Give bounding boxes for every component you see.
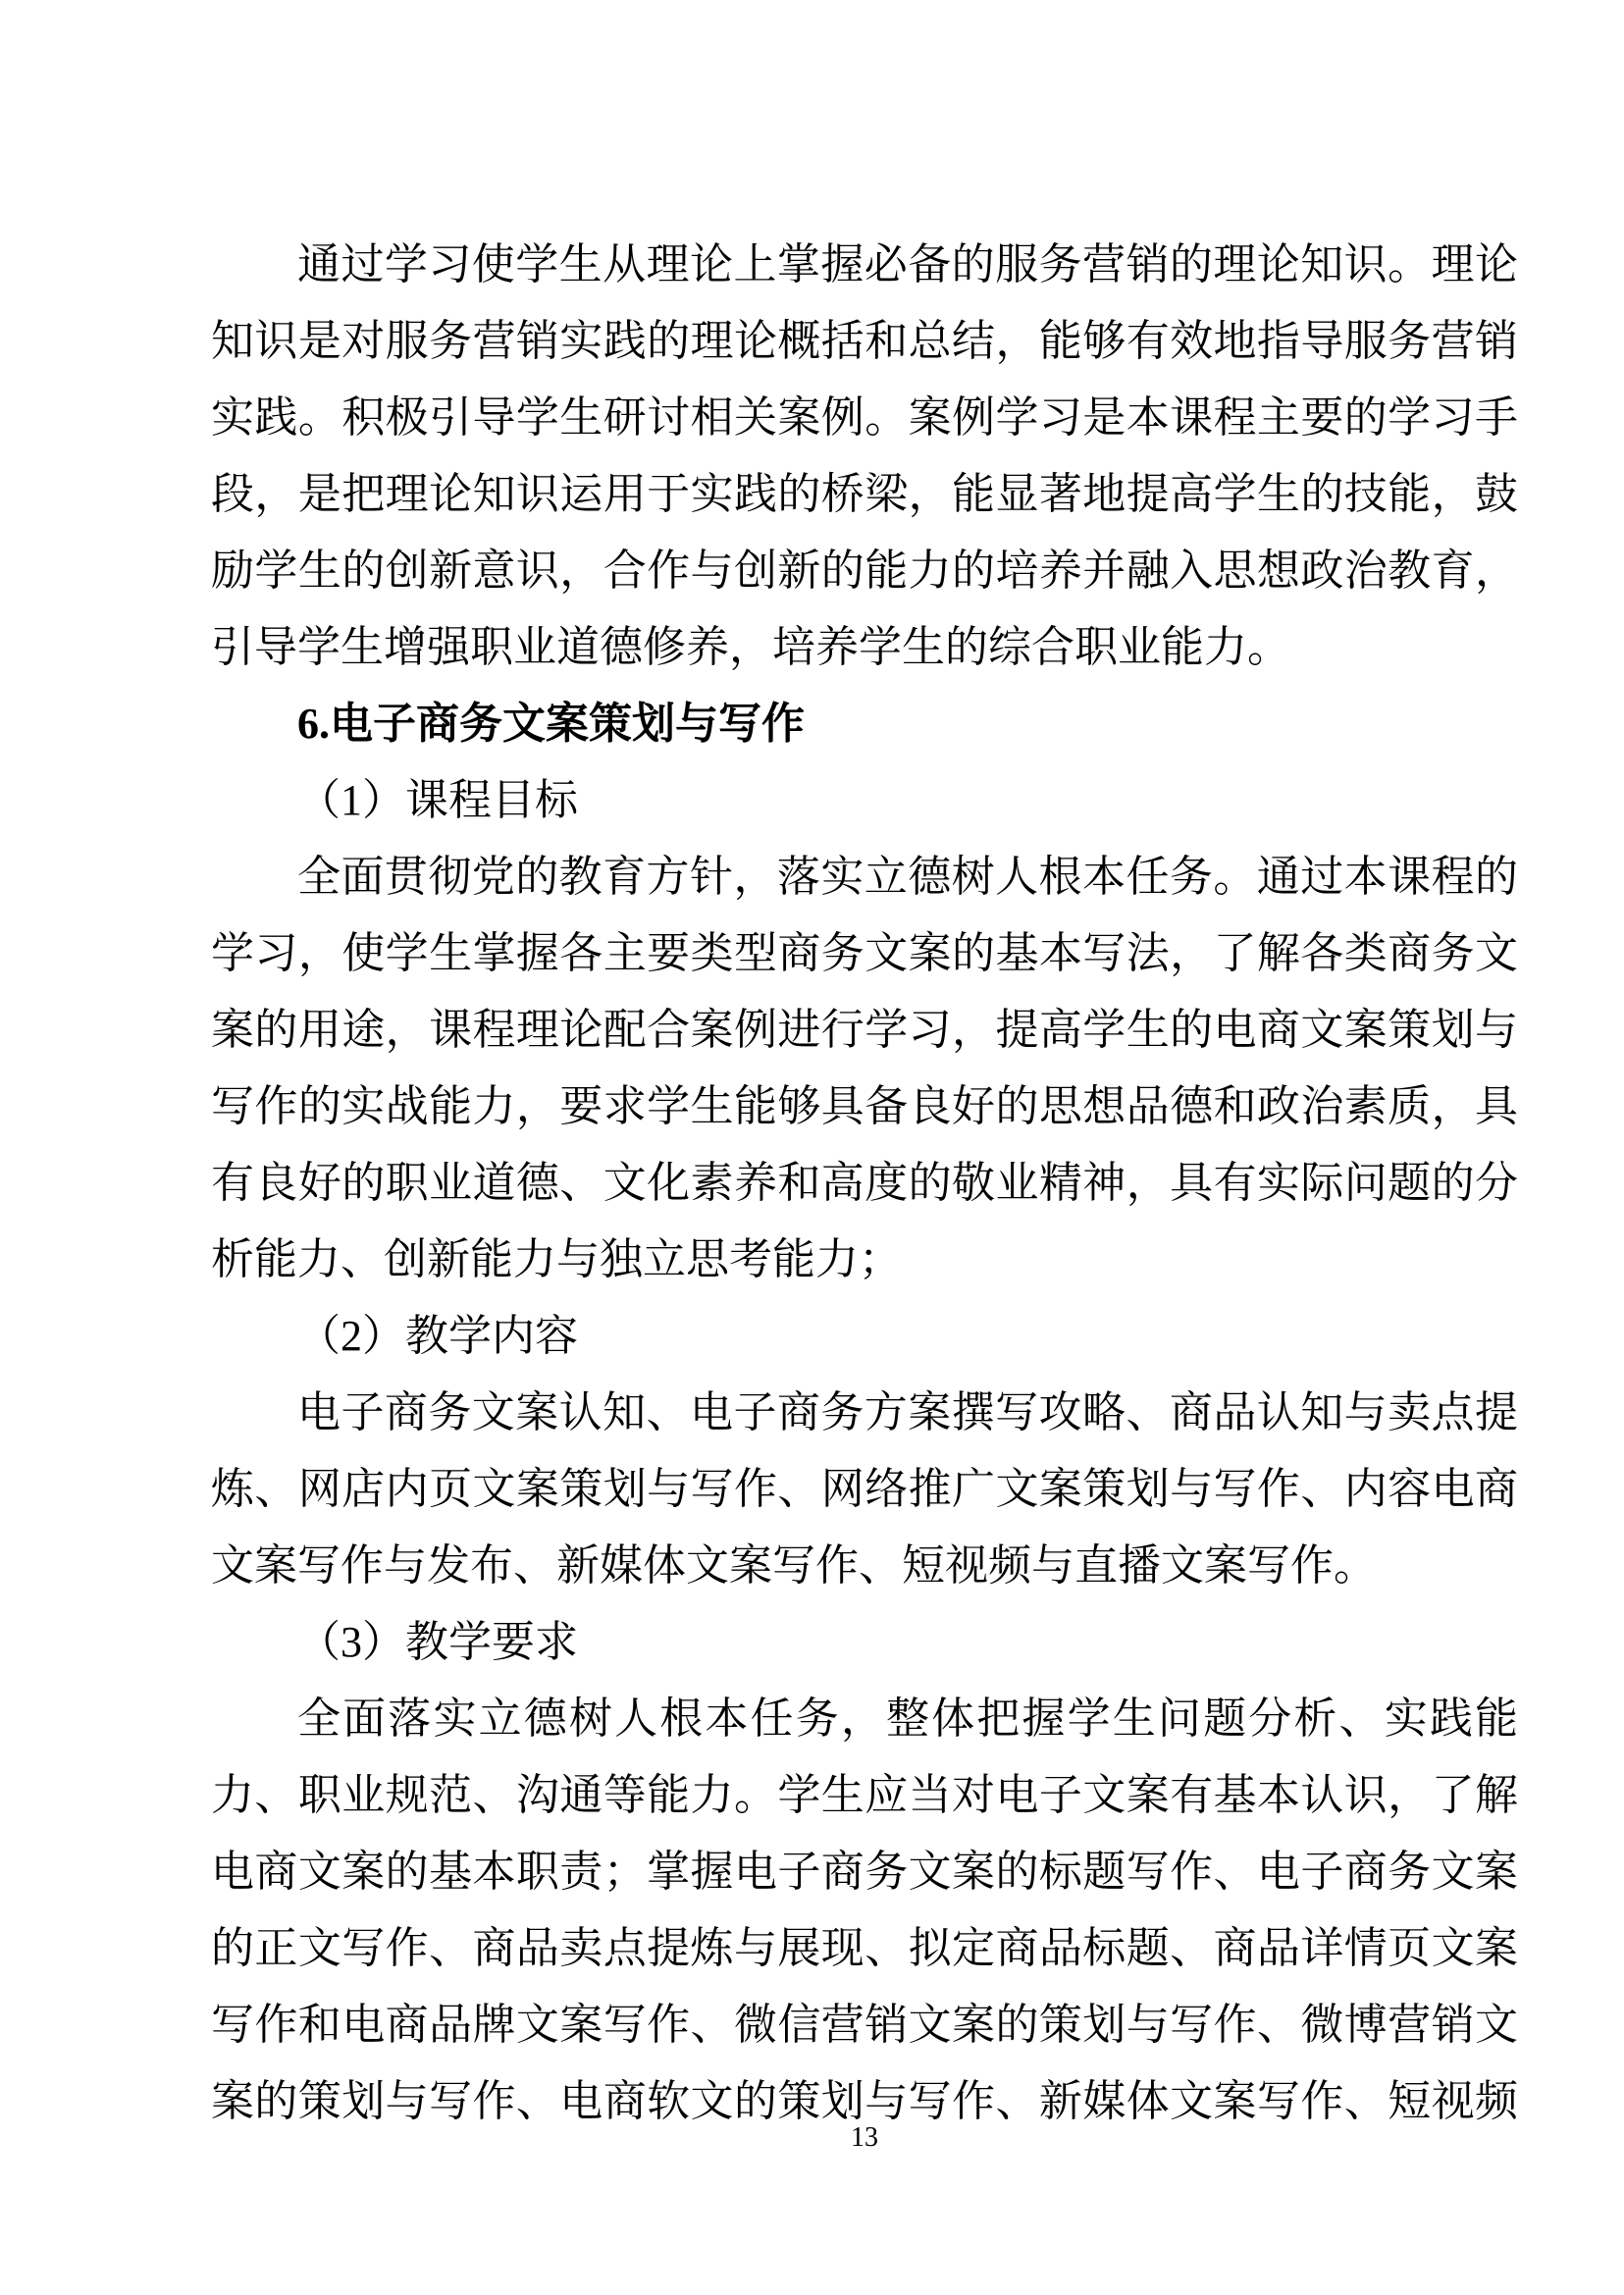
paragraph-line: 全面落实立德树人根本任务，整体把握学生问题分析、实践能 [297, 1695, 1518, 1743]
paragraph-line: 炼、网店内页文案策划与写作、网络推广文案策划与写作、内容电商 [211, 1465, 1518, 1513]
paragraph-line: 学习，使学生掌握各主要类型商务文案的基本写法，了解各类商务文 [211, 929, 1518, 977]
subsection-heading-3: （3）教学要求 [297, 1618, 578, 1666]
subsection-heading-1: （1）课程目标 [297, 776, 578, 824]
paragraph-line: 文案写作与发布、新媒体文案写作、短视频与直播文案写作。 [211, 1541, 1377, 1590]
paragraph-line: 析能力、创新能力与独立思考能力； [211, 1235, 902, 1283]
paragraph-line: 电子商务文案认知、电子商务方案撰写攻略、商品认知与卖点提 [297, 1388, 1518, 1436]
paragraph-line: 励学生的创新意识，合作与创新的能力的培养并融入思想政治教育， [211, 547, 1518, 595]
paragraph-line: 力、职业规范、沟通等能力。学生应当对电子文案有基本认识，了解 [211, 1771, 1518, 1819]
paragraph-line: 引导学生增强职业道德修养，培养学生的综合职业能力。 [211, 623, 1290, 671]
paragraph-line: 案的用途，课程理论配合案例进行学习，提高学生的电商文案策划与 [211, 1006, 1518, 1054]
subsection-heading-2: （2）教学内容 [297, 1312, 578, 1360]
paragraph-line: 通过学习使学生从理论上掌握必备的服务营销的理论知识。理论 [297, 240, 1518, 288]
paragraph-line: 段，是把理论知识运用于实践的桥梁，能显著地提高学生的技能，鼓 [211, 470, 1518, 518]
paragraph-line: 知识是对服务营销实践的理论概括和总结，能够有效地指导服务营销 [211, 317, 1518, 365]
paragraph-line: 写作和电商品牌文案写作、微信营销文案的策划与写作、微博营销文 [211, 2001, 1518, 2049]
paragraph-line: 全面贯彻党的教育方针，落实立德树人根本任务。通过本课程的 [297, 853, 1518, 901]
paragraph-line: 有良好的职业道德、文化素养和高度的敬业精神，具有实际问题的分 [211, 1159, 1518, 1207]
paragraph-line: 实践。积极引导学生研讨相关案例。案例学习是本课程主要的学习手 [211, 393, 1518, 442]
paragraph-line: 电商文案的基本职责；掌握电子商务文案的标题写作、电子商务文案 [211, 1848, 1518, 1896]
paragraph-line: 写作的实战能力，要求学生能够具备良好的思想品德和政治素质，具 [211, 1082, 1518, 1130]
document-body [211, 227, 1518, 2140]
paragraph-line: 的正文写作、商品卖点提炼与展现、拟定商品标题、商品详情页文案 [211, 1924, 1518, 1972]
paragraph-line: 案的策划与写作、电商软文的策划与写作、新媒体文案写作、短视频 [211, 2077, 1518, 2125]
section-heading: 6.电子商务文案策划与写作 [297, 700, 805, 748]
page-number: 13 [851, 2122, 878, 2153]
